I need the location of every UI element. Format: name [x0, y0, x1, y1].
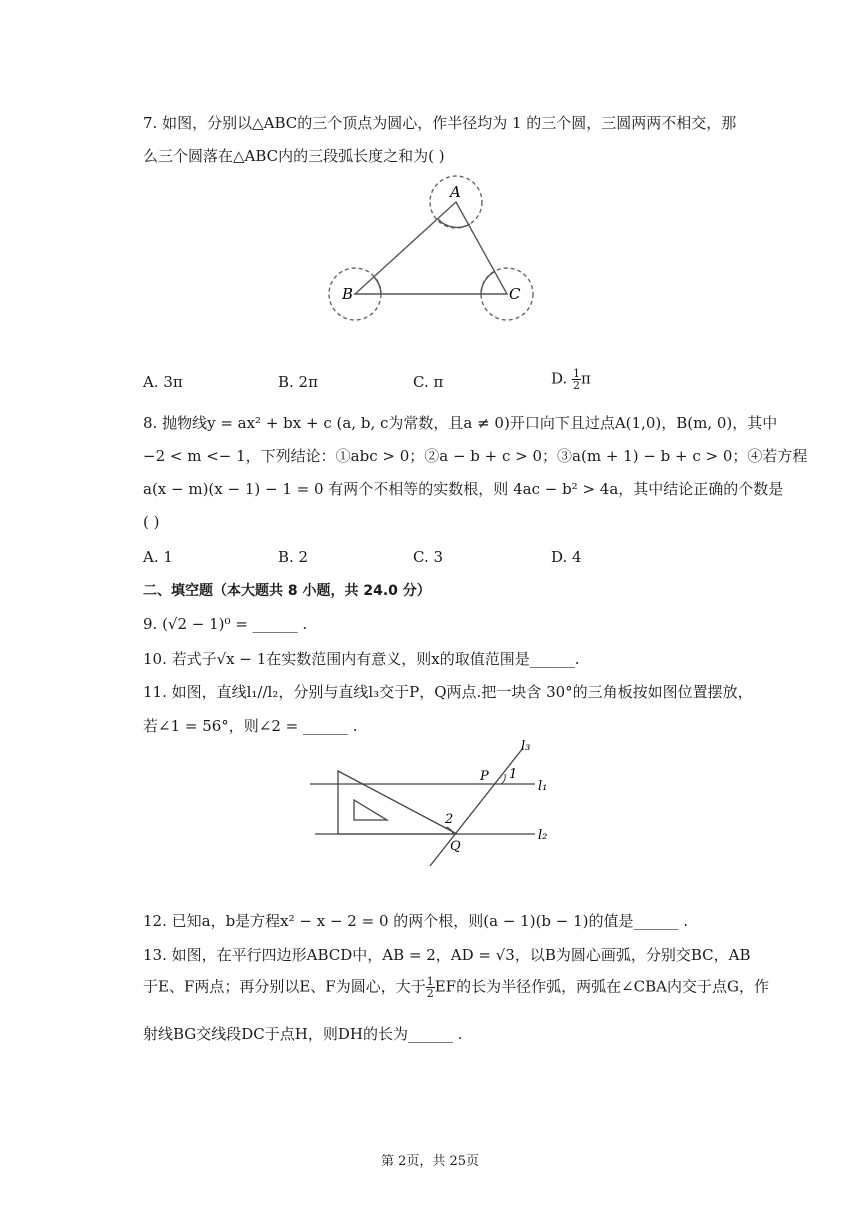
label-b: B — [342, 285, 354, 303]
q8-option-c: C. 3 — [413, 548, 444, 566]
q7-option-d — [551, 368, 591, 391]
q8-option-d: D. 4 — [551, 548, 582, 566]
label-l1: l₁ — [538, 779, 548, 794]
q8-line-2: −2 < m <− 1，下列结论：①abc > 0；②a − b + c > 0；③a(m + 1) − b + c > 0；④若方程 — [143, 447, 808, 465]
q13-line-3: 射线BG交线段DC于点H，则DH的长为______ . — [143, 1025, 463, 1043]
q7-line-2: 么三个圆落在△ABC内的三段弧长度之和为( ) — [143, 147, 445, 165]
q13-line-1: 13. 如图，在平行四边形ABCD中，AB = 2，AD = √3，以B为圆心画弧，分别交BC，AB — [143, 946, 751, 964]
q10-text: 10. 若式子√x − 1在实数范围内有意义，则x的取值范围是______. — [143, 650, 580, 668]
q8-line-3: a(x − m)(x − 1) − 1 = 0 有两个不相等的实数根，则 4ac − b² > 4a，其中结论正确的个数是 — [143, 480, 784, 498]
section-2-heading: 二、填空题（本大题共 8 小题，共 24.0 分） — [143, 583, 431, 599]
q7-option-d-suffix: π — [581, 369, 591, 388]
q7-option-b: B. 2π — [278, 373, 318, 391]
triangle-abc-figure — [320, 172, 540, 327]
triangle-ruler-inner — [354, 800, 387, 820]
q9-text: 9. (√2 − 1)⁰ = ______ . — [143, 615, 308, 633]
q8-line-1: 8. 抛物线y = ax² + bx + c (a, b, c为常数，且a ≠ 0)开口向下且过点A(1,0)，B(m, 0)，其中 — [143, 414, 778, 432]
q13-line-2-end: EF的长为半径作弧，两弧在∠CBA内交于点G，作 — [434, 977, 769, 996]
q7-option-a: A. 3π — [143, 373, 183, 391]
q13-line-2-start: 于E、F两点；再分别以E、F为圆心，大于 — [143, 977, 426, 996]
q8-option-a: A. 1 — [143, 548, 173, 566]
fraction-denominator: 2 — [573, 379, 581, 392]
label-a: A — [450, 183, 461, 201]
arc-a — [438, 219, 470, 227]
q7-option-c: C. π — [413, 373, 444, 391]
q11-line-1: 11. 如图，直线l₁//l₂，分别与直线l₃交于P，Q两点.把一块含 30°的三角板按如图位置摆放， — [143, 683, 753, 701]
line-l3 — [430, 748, 523, 866]
arc-c — [481, 272, 494, 294]
q7-line-1: 7. 如图，分别以△ABC的三个顶点为圆心，作半径均为 1 的三个圆，三圆两两不相交，那 — [143, 114, 737, 132]
q8-line-4: ( ) — [143, 513, 160, 531]
label-angle-1: 1 — [509, 767, 518, 782]
q7-option-d-prefix: D. — [551, 369, 573, 388]
q13-line-2 — [143, 976, 769, 999]
fraction-numerator: 1 — [573, 367, 581, 380]
label-angle-2: 2 — [445, 812, 454, 827]
q8-option-b: B. 2 — [278, 548, 309, 566]
label-p: P — [480, 769, 489, 784]
arc-b — [374, 277, 381, 294]
label-q: Q — [450, 839, 461, 854]
q11-line-2: 若∠1 = 56°，则∠2 = ______ . — [143, 717, 358, 735]
label-l3: l₃ — [521, 739, 531, 754]
parallel-lines-figure — [305, 738, 565, 868]
fraction-numerator-q13: 1 — [426, 975, 434, 988]
fraction-denominator-q13: 2 — [426, 987, 434, 1000]
label-l2: l₂ — [538, 828, 548, 843]
fraction-one-half-q13 — [426, 976, 435, 999]
page-footer: 第 2页，共 25页 — [380, 1154, 480, 1169]
q12-text: 12. 已知a，b是方程x² − x − 2 = 0 的两个根，则(a − 1)(b − 1)的值是______ . — [143, 912, 689, 930]
label-c: C — [509, 285, 521, 303]
fraction-one-half — [572, 368, 581, 391]
triangle-ruler-outer — [338, 771, 457, 834]
